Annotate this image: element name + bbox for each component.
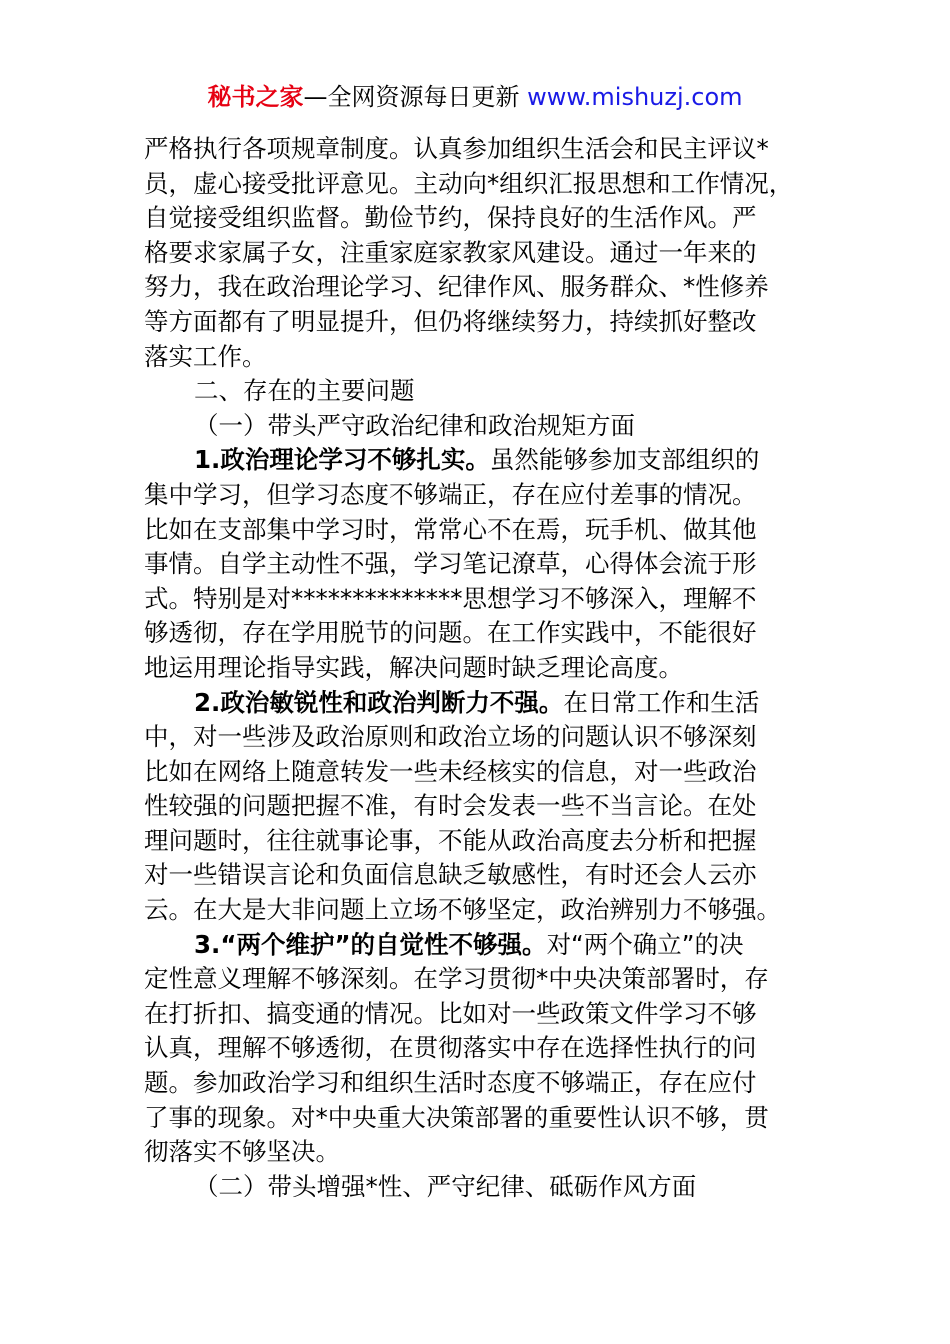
- text-line: [144, 928, 824, 963]
- text-line: [144, 236, 824, 271]
- line-text: 对一些错误言论和负面信息缺乏敏感性，有时还会人云亦: [144, 860, 757, 890]
- line-text: （二）带头增强*性、严守纪律、砥砺作风方面: [194, 1171, 697, 1201]
- text-line: [144, 340, 824, 375]
- item-heading: 1.政治理论学习不够扎实。: [194, 445, 490, 475]
- text-line: [144, 167, 824, 202]
- line-text: 二、存在的主要问题: [194, 376, 415, 406]
- line-text: 等方面都有了明显提升，但仍将继续努力，持续抓好整改: [144, 306, 757, 336]
- line-text: 中，对一些涉及政治原则和政治立场的问题认识不够深刻: [144, 722, 757, 752]
- text-line: [144, 858, 824, 893]
- text-line: [144, 478, 824, 513]
- line-text: 题。参加政治学习和组织生活时态度不够端正，存在应付: [144, 1068, 757, 1098]
- text-line: [144, 962, 824, 997]
- line-text: 式。特别是对**************思想学习不够深入，理解不: [144, 583, 757, 613]
- line-text: 虽然能够参加支部组织的: [489, 445, 760, 475]
- text-line: [144, 582, 824, 617]
- text-line: [144, 651, 824, 686]
- line-text: 理问题时，往往就事论事，不能从政治高度去分析和把握: [144, 825, 757, 855]
- item-heading: 3.“两个维护”的自觉性不够强。: [194, 929, 547, 959]
- line-text: 格要求家属子女，注重家庭家教家风建设。通过一年来的: [144, 237, 757, 267]
- site-url-link[interactable]: www.mishuzj.com: [527, 83, 743, 111]
- text-line: [144, 893, 824, 928]
- text-line: [144, 997, 824, 1032]
- item-heading: 2.政治敏锐性和政治判断力不强。: [194, 687, 564, 717]
- line-text: 在日常工作和生活: [563, 687, 760, 717]
- text-line: [144, 270, 824, 305]
- site-brand: 秘书之家: [207, 83, 304, 111]
- text-line: [144, 720, 824, 755]
- text-line: [144, 616, 824, 651]
- line-text: 云。在大是大非问题上立场不够坚定，政治辨别力不够强。: [144, 895, 781, 925]
- line-text: 彻落实不够坚决。: [144, 1137, 340, 1167]
- text-line: [144, 374, 824, 409]
- text-line: [144, 755, 824, 790]
- text-line: [144, 443, 824, 478]
- line-text: 自觉接受组织监督。勤俭节约，保持良好的生活作风。严: [144, 203, 757, 233]
- line-text: 在打折扣、搞变通的情况。比如对一些政策文件学习不够: [144, 998, 757, 1028]
- line-text: 性较强的问题把握不准，有时会发表一些不当言论。在处: [144, 791, 757, 821]
- document-body: [144, 132, 824, 1204]
- text-line: [144, 1170, 824, 1205]
- line-text: （一）带头严守政治纪律和政治规矩方面: [194, 410, 635, 440]
- text-line: [144, 686, 824, 721]
- text-line: [144, 1031, 824, 1066]
- line-text: 努力，我在政治理论学习、纪律作风、服务群众、*性修养: [144, 272, 769, 302]
- text-line: [144, 789, 824, 824]
- line-text: 比如在网络上随意转发一些未经核实的信息，对一些政治: [144, 756, 757, 786]
- text-line: [144, 1101, 824, 1136]
- text-line: [144, 409, 824, 444]
- line-text: 了事的现象。对*中央重大决策部署的重要性认识不够，贯: [144, 1102, 769, 1132]
- text-line: [144, 201, 824, 236]
- line-text: 认真，理解不够透彻，在贯彻落实中存在选择性执行的问: [144, 1033, 757, 1063]
- text-line: [144, 513, 824, 548]
- line-text: 集中学习，但学习态度不够端正，存在应付差事的情况。: [144, 479, 757, 509]
- text-line: [144, 1066, 824, 1101]
- text-line: [144, 1135, 824, 1170]
- site-header: [0, 80, 950, 114]
- text-line: [144, 305, 824, 340]
- line-text: 够透彻，存在学用脱节的问题。在工作实践中，不能很好: [144, 618, 757, 648]
- text-line: [144, 824, 824, 859]
- text-line: [144, 132, 824, 167]
- line-text: 严格执行各项规章制度。认真参加组织生活会和民主评议*: [144, 134, 769, 163]
- site-tagline: —全网资源每日更新: [303, 83, 528, 111]
- line-text: 对“两个确立”的决: [546, 929, 744, 959]
- line-text: 定性意义理解不够深刻。在学习贯彻*中央决策部署时，存: [144, 964, 769, 994]
- line-text: 员，虚心接受批评意见。主动向*组织汇报思想和工作情况，: [144, 168, 794, 198]
- line-text: 落实工作。: [144, 341, 267, 371]
- line-text: 事情。自学主动性不强，学习笔记潦草，心得体会流于形: [144, 549, 757, 579]
- text-line: [144, 547, 824, 582]
- line-text: 比如在支部集中学习时，常常心不在焉，玩手机、做其他: [144, 514, 757, 544]
- line-text: 地运用理论指导实践，解决问题时缺乏理论高度。: [144, 652, 683, 682]
